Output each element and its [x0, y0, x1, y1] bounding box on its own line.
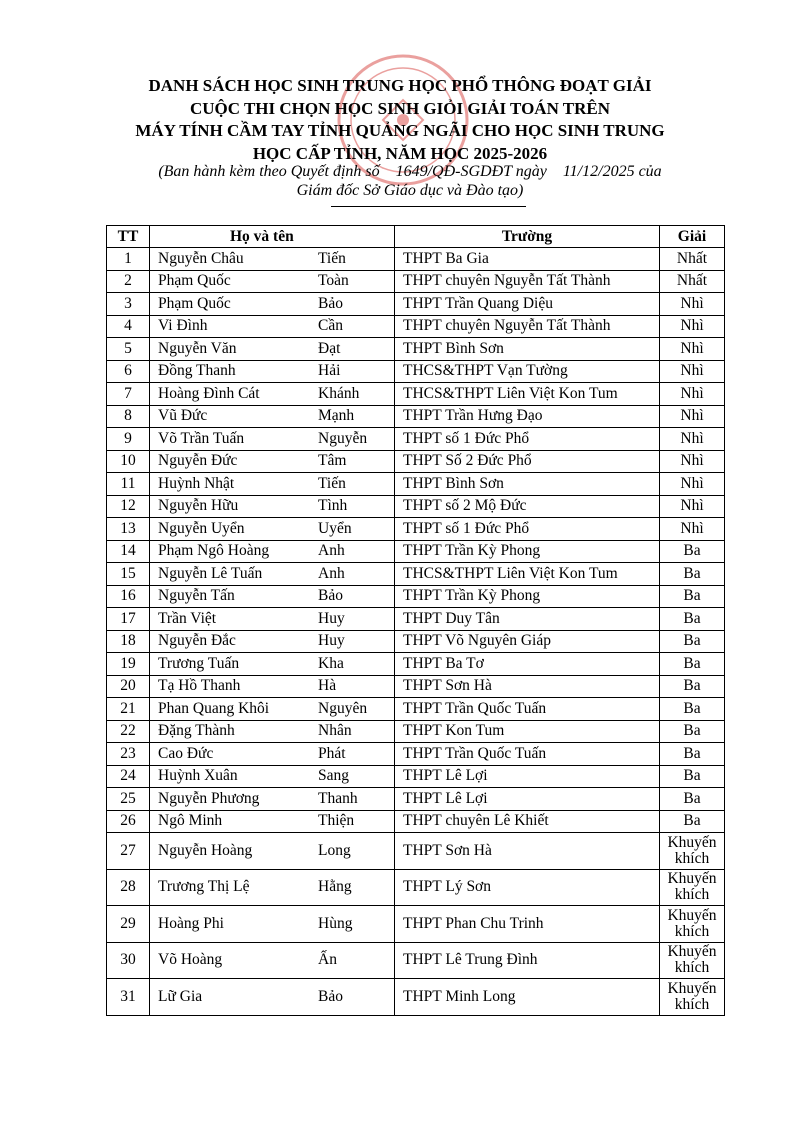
cell-tt: 29 [107, 906, 150, 943]
cell-school: THPT Bình Sơn [395, 338, 660, 361]
table-row [107, 315, 725, 338]
cell-name [150, 979, 395, 1016]
cell-name [150, 248, 395, 271]
header-name: Họ và tên [150, 226, 395, 248]
cell-tt: 9 [107, 428, 150, 451]
first-name: Hoàng Đình Cát [158, 384, 260, 402]
cell-prize: Khuyến khích [660, 906, 725, 943]
last-name: Tâm [318, 452, 347, 470]
cell-school: THPT Trần Quang Diệu [395, 293, 660, 316]
cell-prize: Khuyến khích [660, 942, 725, 979]
cell-school: THPT số 1 Đức Phổ [395, 428, 660, 451]
cell-school: THPT Duy Tân [395, 608, 660, 631]
cell-prize: Nhì [660, 405, 725, 428]
cell-prize: Nhì [660, 315, 725, 338]
cell-school: THCS&THPT Liên Việt Kon Tum [395, 383, 660, 406]
first-name: Phạm Quốc [158, 272, 231, 290]
cell-name [150, 383, 395, 406]
cell-name [150, 675, 395, 698]
table-row [107, 360, 725, 383]
first-name: Phan Quang Khôi [158, 699, 270, 717]
table-row [107, 720, 725, 743]
first-name: Trương Thị Lệ [158, 878, 250, 896]
cell-prize: Nhì [660, 450, 725, 473]
cell-tt: 22 [107, 720, 150, 743]
last-name: Kha [318, 654, 344, 672]
last-name: Cần [318, 317, 343, 335]
header-tt: TT [107, 226, 150, 248]
cell-name [150, 450, 395, 473]
cell-name [150, 869, 395, 906]
cell-school: THPT Trần Quốc Tuấn [395, 698, 660, 721]
last-name: Tiến [318, 474, 346, 492]
cell-prize: Ba [660, 675, 725, 698]
cell-name [150, 720, 395, 743]
last-name: Đạt [318, 339, 341, 357]
table-row [107, 942, 725, 979]
table-row [107, 248, 725, 271]
last-name: Huy [318, 632, 345, 650]
last-name: Hùng [318, 914, 353, 932]
cell-tt: 13 [107, 518, 150, 541]
title-line: HỌC CẤP TỈNH, NĂM HỌC 2025-2026 [252, 143, 548, 163]
cell-school: THPT Ba Gia [395, 248, 660, 271]
cell-school: THCS&THPT Vạn Tường [395, 360, 660, 383]
table-row [107, 788, 725, 811]
cell-tt: 20 [107, 675, 150, 698]
cell-name [150, 270, 395, 293]
first-name: Nguyễn Hữu [158, 497, 239, 515]
cell-tt: 27 [107, 833, 150, 870]
cell-school: THCS&THPT Liên Việt Kon Tum [395, 563, 660, 586]
first-name: Nguyễn Văn [158, 339, 237, 357]
subtitle-line: Giám đốc Sở Giáo dục và Đào tạo) [296, 182, 524, 199]
last-name: Nhân [318, 722, 352, 740]
cell-prize: Nhì [660, 338, 725, 361]
last-name: Hà [318, 677, 337, 695]
first-name: Phạm Quốc [158, 294, 231, 312]
table-row [107, 428, 725, 451]
cell-prize: Nhì [660, 473, 725, 496]
cell-prize: Ba [660, 810, 725, 833]
last-name: Huy [318, 609, 345, 627]
cell-school: THPT Lê Lợi [395, 765, 660, 788]
cell-prize: Ba [660, 698, 725, 721]
cell-prize: Nhất [660, 270, 725, 293]
cell-school: THPT Sơn Hà [395, 833, 660, 870]
cell-prize: Ba [660, 540, 725, 563]
decision-reference [100, 162, 720, 200]
cell-school: THPT chuyên Lê Khiết [395, 810, 660, 833]
first-name: Trương Tuấn [158, 654, 240, 672]
cell-name [150, 765, 395, 788]
last-name: Thiện [318, 812, 355, 830]
cell-prize: Ba [660, 720, 725, 743]
table-row [107, 765, 725, 788]
last-name: Tình [318, 497, 348, 515]
cell-prize: Ba [660, 563, 725, 586]
cell-tt: 2 [107, 270, 150, 293]
first-name: Cao Đức [158, 744, 214, 762]
title-underline [331, 206, 526, 207]
table-row [107, 743, 725, 766]
cell-school: THPT Phan Chu Trinh [395, 906, 660, 943]
cell-tt: 30 [107, 942, 150, 979]
first-name: Nguyễn Phương [158, 789, 260, 807]
first-name: Ngô Minh [158, 812, 223, 830]
cell-tt: 11 [107, 473, 150, 496]
cell-tt: 12 [107, 495, 150, 518]
cell-prize: Nhì [660, 360, 725, 383]
header-school: Trường [395, 226, 660, 248]
cell-prize: Nhì [660, 495, 725, 518]
cell-prize: Nhất [660, 248, 725, 271]
last-name: Long [318, 841, 351, 859]
last-name: Toàn [318, 272, 349, 290]
last-name: Anh [318, 564, 345, 582]
cell-prize: Ba [660, 743, 725, 766]
last-name: Hằng [318, 878, 352, 896]
cell-prize: Ba [660, 585, 725, 608]
cell-name [150, 653, 395, 676]
cell-school: THPT chuyên Nguyễn Tất Thành [395, 315, 660, 338]
cell-school: THPT Bình Sơn [395, 473, 660, 496]
last-name: Sang [318, 767, 349, 785]
table-row [107, 630, 725, 653]
table-row [107, 810, 725, 833]
award-table [106, 225, 725, 1016]
first-name: Đặng Thành [158, 722, 235, 740]
first-name: Đồng Thanh [158, 362, 236, 380]
first-name: Huỳnh Nhật [158, 474, 235, 492]
subtitle-line: (Ban hành kèm theo Quyết định số 1649/QĐ-SGDĐT ngày 11/12/2025 của [158, 163, 662, 180]
cell-tt: 28 [107, 869, 150, 906]
cell-school: THPT số 1 Đức Phổ [395, 518, 660, 541]
title-line: DANH SÁCH HỌC SINH TRUNG HỌC PHỔ THÔNG ĐOẠT GIẢI [148, 76, 652, 95]
cell-name [150, 743, 395, 766]
cell-name [150, 698, 395, 721]
cell-prize: Khuyến khích [660, 869, 725, 906]
cell-school: THPT chuyên Nguyễn Tất Thành [395, 270, 660, 293]
cell-prize: Ba [660, 630, 725, 653]
cell-tt: 31 [107, 979, 150, 1016]
first-name: Nguyễn Uyển [158, 519, 245, 537]
header-prize: Giải [660, 226, 725, 248]
cell-tt: 16 [107, 585, 150, 608]
last-name: Bảo [318, 987, 343, 1005]
last-name: Phát [318, 744, 346, 762]
cell-prize: Nhì [660, 383, 725, 406]
first-name: Trần Việt [158, 609, 217, 627]
cell-prize: Ba [660, 765, 725, 788]
first-name: Nguyễn Đức [158, 452, 238, 470]
last-name: Bảo [318, 294, 343, 312]
table-row [107, 979, 725, 1016]
first-name: Vi Đình [158, 317, 208, 335]
cell-name [150, 315, 395, 338]
first-name: Nguyễn Lê Tuấn [158, 564, 263, 582]
title-line: CUỘC THI CHỌN HỌC SINH GIỎI GIẢI TOÁN TRÊN [189, 98, 611, 118]
table-row [107, 698, 725, 721]
cell-school: THPT Lê Trung Đình [395, 942, 660, 979]
title-line: MÁY TÍNH CẦM TAY TỈNH QUẢNG NGÃI CHO HỌC SINH TRUNG [135, 121, 665, 140]
cell-school: THPT Trần Quốc Tuấn [395, 743, 660, 766]
first-name: Nguyễn Hoàng [158, 841, 253, 859]
table-row [107, 473, 725, 496]
cell-prize: Nhì [660, 518, 725, 541]
cell-tt: 5 [107, 338, 150, 361]
cell-school: THPT Trần Hưng Đạo [395, 405, 660, 428]
cell-tt: 6 [107, 360, 150, 383]
cell-name [150, 540, 395, 563]
last-name: Nguyên [318, 699, 368, 717]
cell-school: THPT Số 2 Đức Phổ [395, 450, 660, 473]
table-row [107, 675, 725, 698]
cell-school: THPT Trần Kỳ Phong [395, 540, 660, 563]
first-name: Nguyễn Đắc [158, 632, 236, 650]
cell-tt: 23 [107, 743, 150, 766]
cell-school: THPT Lê Lợi [395, 788, 660, 811]
cell-name [150, 810, 395, 833]
cell-name [150, 833, 395, 870]
last-name: Ấn [318, 951, 337, 969]
cell-school: THPT Trần Kỳ Phong [395, 585, 660, 608]
first-name: Nguyễn Châu [158, 249, 244, 267]
cell-prize: Ba [660, 608, 725, 631]
cell-name [150, 495, 395, 518]
last-name: Anh [318, 542, 345, 560]
cell-tt: 17 [107, 608, 150, 631]
table-row [107, 293, 725, 316]
table-row [107, 450, 725, 473]
cell-tt: 4 [107, 315, 150, 338]
table-row [107, 338, 725, 361]
cell-name [150, 630, 395, 653]
cell-name [150, 338, 395, 361]
last-name: Khánh [318, 384, 360, 402]
last-name: Nguyễn [318, 429, 368, 447]
table-row [107, 585, 725, 608]
cell-school: THPT Minh Long [395, 979, 660, 1016]
cell-tt: 18 [107, 630, 150, 653]
cell-tt: 19 [107, 653, 150, 676]
first-name: Tạ Hồ Thanh [158, 677, 241, 695]
table-row [107, 906, 725, 943]
table-header-row [107, 226, 725, 248]
cell-tt: 3 [107, 293, 150, 316]
table-row [107, 869, 725, 906]
cell-prize: Khuyến khích [660, 833, 725, 870]
cell-name [150, 405, 395, 428]
table-row [107, 405, 725, 428]
cell-tt: 14 [107, 540, 150, 563]
document-title [100, 75, 700, 165]
first-name: Vũ Đức [158, 407, 208, 425]
last-name: Tiến [318, 249, 346, 267]
table-row [107, 518, 725, 541]
cell-tt: 26 [107, 810, 150, 833]
first-name: Võ Hoàng [158, 951, 223, 969]
cell-name [150, 585, 395, 608]
cell-school: THPT Võ Nguyên Giáp [395, 630, 660, 653]
cell-prize: Nhì [660, 428, 725, 451]
table-row [107, 270, 725, 293]
cell-name [150, 563, 395, 586]
table-row [107, 608, 725, 631]
cell-tt: 8 [107, 405, 150, 428]
cell-school: THPT Kon Tum [395, 720, 660, 743]
cell-prize: Nhì [660, 293, 725, 316]
last-name: Thanh [318, 789, 358, 807]
table-row [107, 563, 725, 586]
cell-name [150, 428, 395, 451]
table-row [107, 383, 725, 406]
cell-name [150, 360, 395, 383]
cell-tt: 1 [107, 248, 150, 271]
cell-name [150, 473, 395, 496]
cell-name [150, 608, 395, 631]
table-row [107, 540, 725, 563]
first-name: Lữ Gia [158, 987, 203, 1005]
cell-name [150, 518, 395, 541]
cell-prize: Ba [660, 653, 725, 676]
cell-name [150, 906, 395, 943]
first-name: Hoàng Phi [158, 914, 224, 932]
cell-name [150, 942, 395, 979]
cell-tt: 25 [107, 788, 150, 811]
cell-school: THPT số 2 Mộ Đức [395, 495, 660, 518]
first-name: Huỳnh Xuân [158, 767, 238, 785]
cell-tt: 21 [107, 698, 150, 721]
cell-tt: 15 [107, 563, 150, 586]
cell-tt: 24 [107, 765, 150, 788]
last-name: Uyển [318, 519, 352, 537]
cell-prize: Ba [660, 788, 725, 811]
cell-school: THPT Sơn Hà [395, 675, 660, 698]
first-name: Võ Trần Tuấn [158, 429, 245, 447]
table-row [107, 653, 725, 676]
last-name: Mạnh [318, 407, 355, 425]
cell-school: THPT Ba Tơ [395, 653, 660, 676]
cell-school: THPT Lý Sơn [395, 869, 660, 906]
cell-prize: Khuyến khích [660, 979, 725, 1016]
last-name: Hải [318, 362, 341, 380]
table-row [107, 833, 725, 870]
cell-tt: 7 [107, 383, 150, 406]
cell-name [150, 293, 395, 316]
table-row [107, 495, 725, 518]
cell-name [150, 788, 395, 811]
cell-tt: 10 [107, 450, 150, 473]
first-name: Nguyễn Tấn [158, 587, 235, 605]
last-name: Bảo [318, 587, 343, 605]
first-name: Phạm Ngô Hoàng [158, 542, 270, 560]
